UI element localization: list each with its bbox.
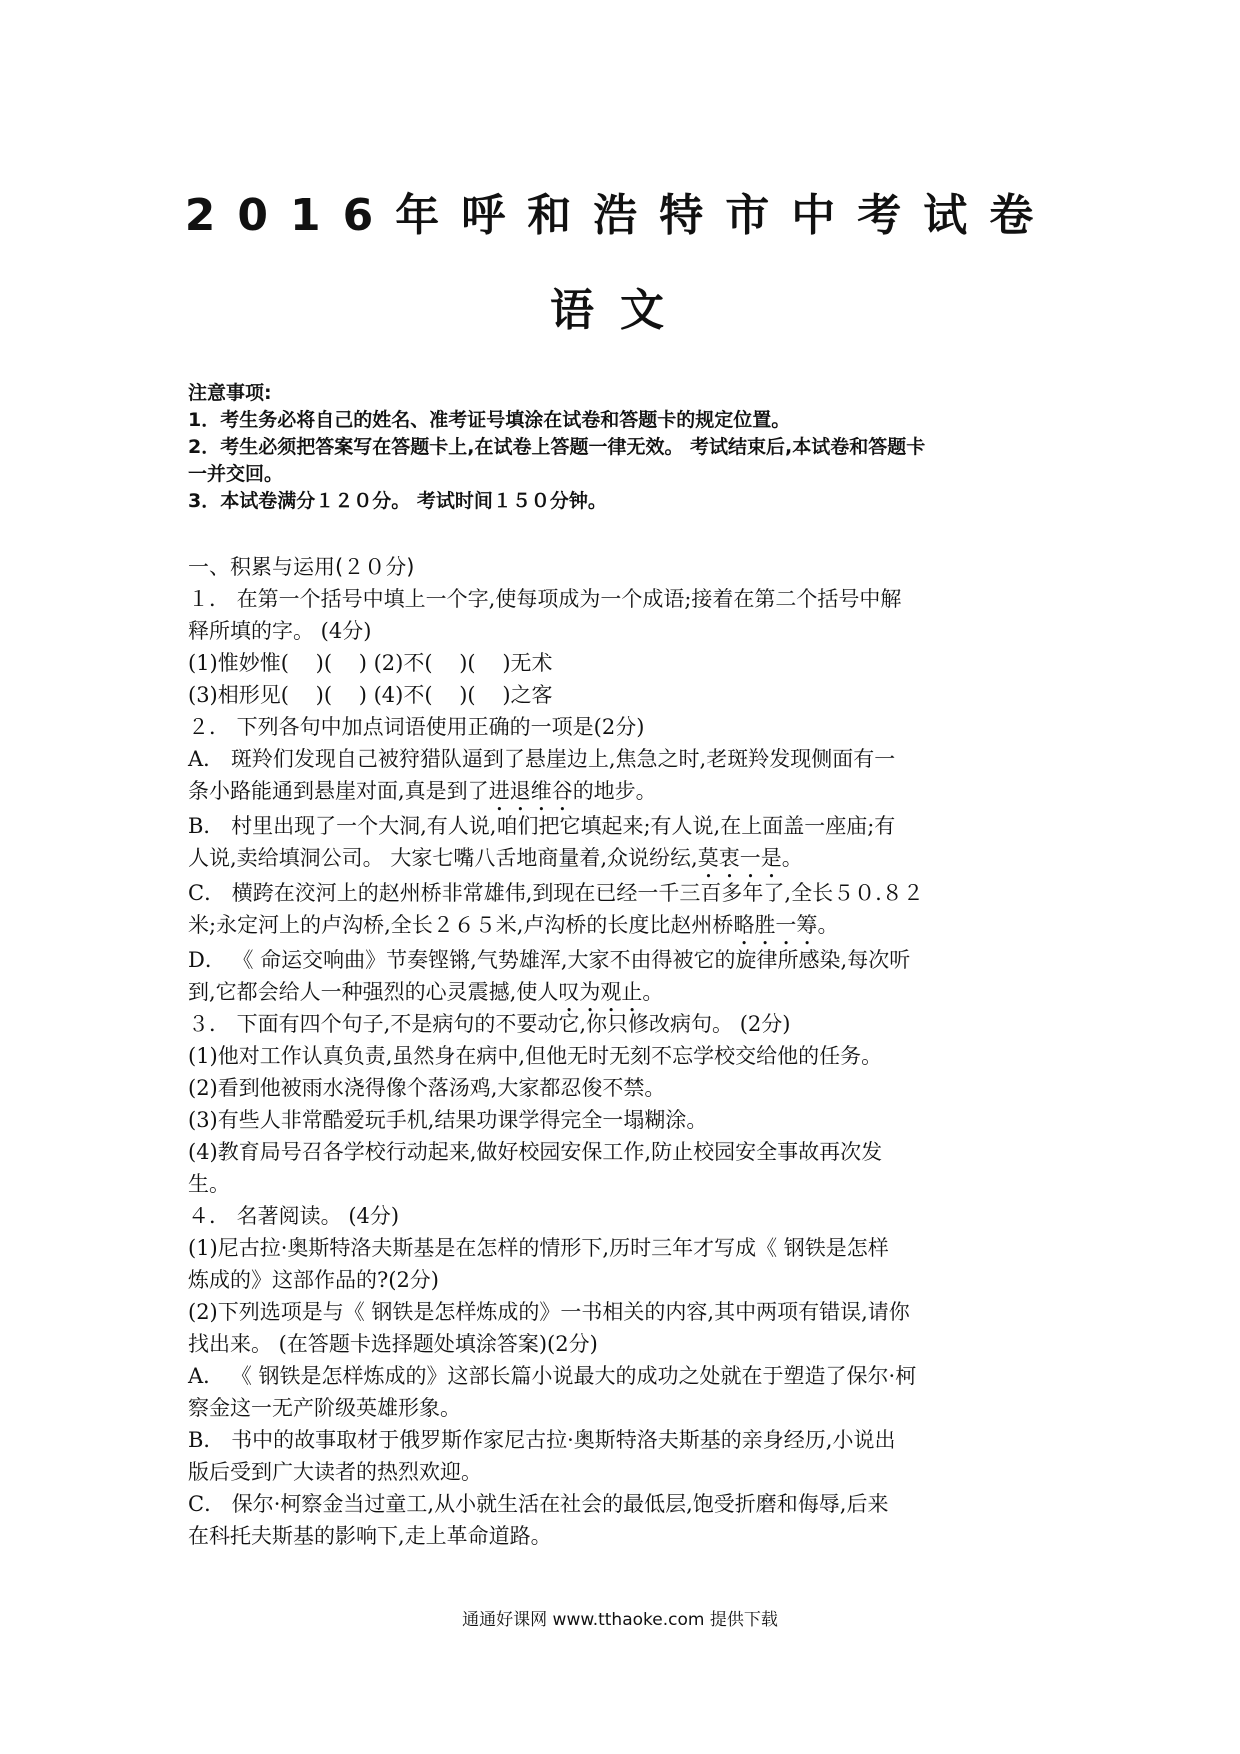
q2-option-a: A． 斑羚们发现自己被狩猎队逼到了悬崖边上,焦急之时,老斑羚发现侧面有一 <box>188 747 896 771</box>
text: 。 <box>642 980 664 1004</box>
q3-line: ３． 下面有四个句子,不是病句的不要动它,你只修改病句。 (2分) <box>188 1012 791 1036</box>
q4-line: 找出来。 (在答题卡选择题处填涂答案)(2分) <box>188 1332 598 1356</box>
notice-item: 2．考生必须把答案写在答题卡上,在试卷上答题一律无效。 考试结束后,本试卷和答题卡 <box>188 436 926 458</box>
q4-line: 版后受到广大读者的热烈欢迎。 <box>188 1460 482 1484</box>
q4-line: (2)下列选项是与《 钢铁是怎样炼成的》一书相关的内容,其中两项有错误,请你 <box>188 1300 910 1324</box>
q2-option-b-cont <box>188 842 1060 874</box>
q3-line: (2)看到他被雨水浇得像个落汤鸡,大家都忍俊不禁。 <box>188 1076 666 1100</box>
notice-item: 一并交回。 <box>188 463 284 485</box>
subject-title: 语文 <box>550 285 690 336</box>
q2-option-b: B． 村里出现了一个大洞,有人说,咱们把它填起来;有人说,在上面盖一座庙;有 <box>188 814 896 838</box>
notice-item: 3．本试卷满分１２０分。 考试时间１５０分钟。 <box>188 490 607 512</box>
q4-line: 在科托夫斯基的影响下,走上革命道路。 <box>188 1524 552 1548</box>
exam-title: 2016年呼和浩特市中考试卷 <box>184 190 1056 241</box>
dotted-term: 进退维谷 <box>488 779 573 803</box>
q1-line: 释所填的字。 (4分) <box>188 619 372 643</box>
text: 的地步。 <box>572 779 657 803</box>
question-body <box>188 551 1060 1552</box>
text: 到,它都会给人一种强烈的心灵震撼,使人 <box>188 980 559 1004</box>
dotted-term: 莫衷一是 <box>697 846 782 870</box>
q4-line: ４． 名著阅读。 (4分) <box>188 1204 400 1228</box>
q3-line: (4)教育局号召各学校行动起来,做好校园安保工作,防止校园安全事故再次发 <box>188 1140 883 1164</box>
q1-line: (1)惟妙惟( )( ) (2)不( )( )无术 <box>188 651 553 675</box>
q2-option-c: C． 横跨在洨河上的赵州桥非常雄伟,到现在已经一千三百多年了,全长５０.８２ <box>188 881 924 905</box>
q3-line: (1)他对工作认真负责,虽然身在病中,但他无时无刻不忘学校交给他的任务。 <box>188 1044 883 1068</box>
q3-line: 生。 <box>188 1172 230 1196</box>
q4-line: C． 保尔·柯察金当过童工,从小就生活在社会的最低层,饱受折磨和侮辱,后来 <box>188 1492 889 1516</box>
q4-line: A． 《 钢铁是怎样炼成的》这部长篇小说最大的成功之处就在于塑造了保尔·柯 <box>188 1364 917 1388</box>
q2-option-d: D． 《 命运交响曲》节奏铿锵,气势雄浑,大家不由得被它的旋律所感染,每次听 <box>188 948 911 972</box>
q2-option-d-cont <box>188 976 1060 1008</box>
q1-line: １． 在第一个括号中填上一个字,使每项成为一个成语;接着在第二个括号中解 <box>188 587 902 611</box>
notice-block <box>188 380 1060 515</box>
text: 米;永定河上的卢沟桥,全长２６５米,卢沟桥的长度比赵州桥 <box>188 913 734 937</box>
q3-line: (3)有些人非常酷爱玩手机,结果功课学得完全一塌糊涂。 <box>188 1108 708 1132</box>
notice-heading: 注意事项: <box>188 382 272 404</box>
q2-option-c-cont <box>188 909 1060 941</box>
q4-line: 炼成的》这部作品的?(2分) <box>188 1268 440 1292</box>
q4-line: 察金这一无产阶级英雄形象。 <box>188 1396 461 1420</box>
text: 人说,卖给填洞公司。 大家七嘴八舌地商量着,众说纷纭, <box>188 846 698 870</box>
text: 。 <box>781 846 803 870</box>
footer-download-note: 通通好课网 www.tthaoke.com 提供下载 <box>462 1610 778 1630</box>
notice-item: 1．考生务必将自己的姓名、准考证号填涂在试卷和答题卡的规定位置。 <box>188 409 791 431</box>
text: 。 <box>817 913 839 937</box>
dotted-term: 叹为观止 <box>558 980 643 1004</box>
q4-line: (1)尼古拉·奥斯特洛夫斯基是在怎样的情形下,历时三年才写成《 钢铁是怎样 <box>188 1236 889 1260</box>
section-heading: 一、积累与运用(２０分) <box>188 555 415 579</box>
q2-option-a-cont <box>188 775 1060 807</box>
q4-line: B． 书中的故事取材于俄罗斯作家尼古拉·奥斯特洛夫斯基的亲身经历,小说出 <box>188 1428 896 1452</box>
q1-line: (3)相形见( )( ) (4)不( )( )之客 <box>188 683 553 707</box>
dotted-term: 略胜一筹 <box>733 913 818 937</box>
text: 条小路能通到悬崖对面,真是到了 <box>188 779 489 803</box>
q2-stem: ２． 下列各句中加点词语使用正确的一项是(2分) <box>188 715 645 739</box>
